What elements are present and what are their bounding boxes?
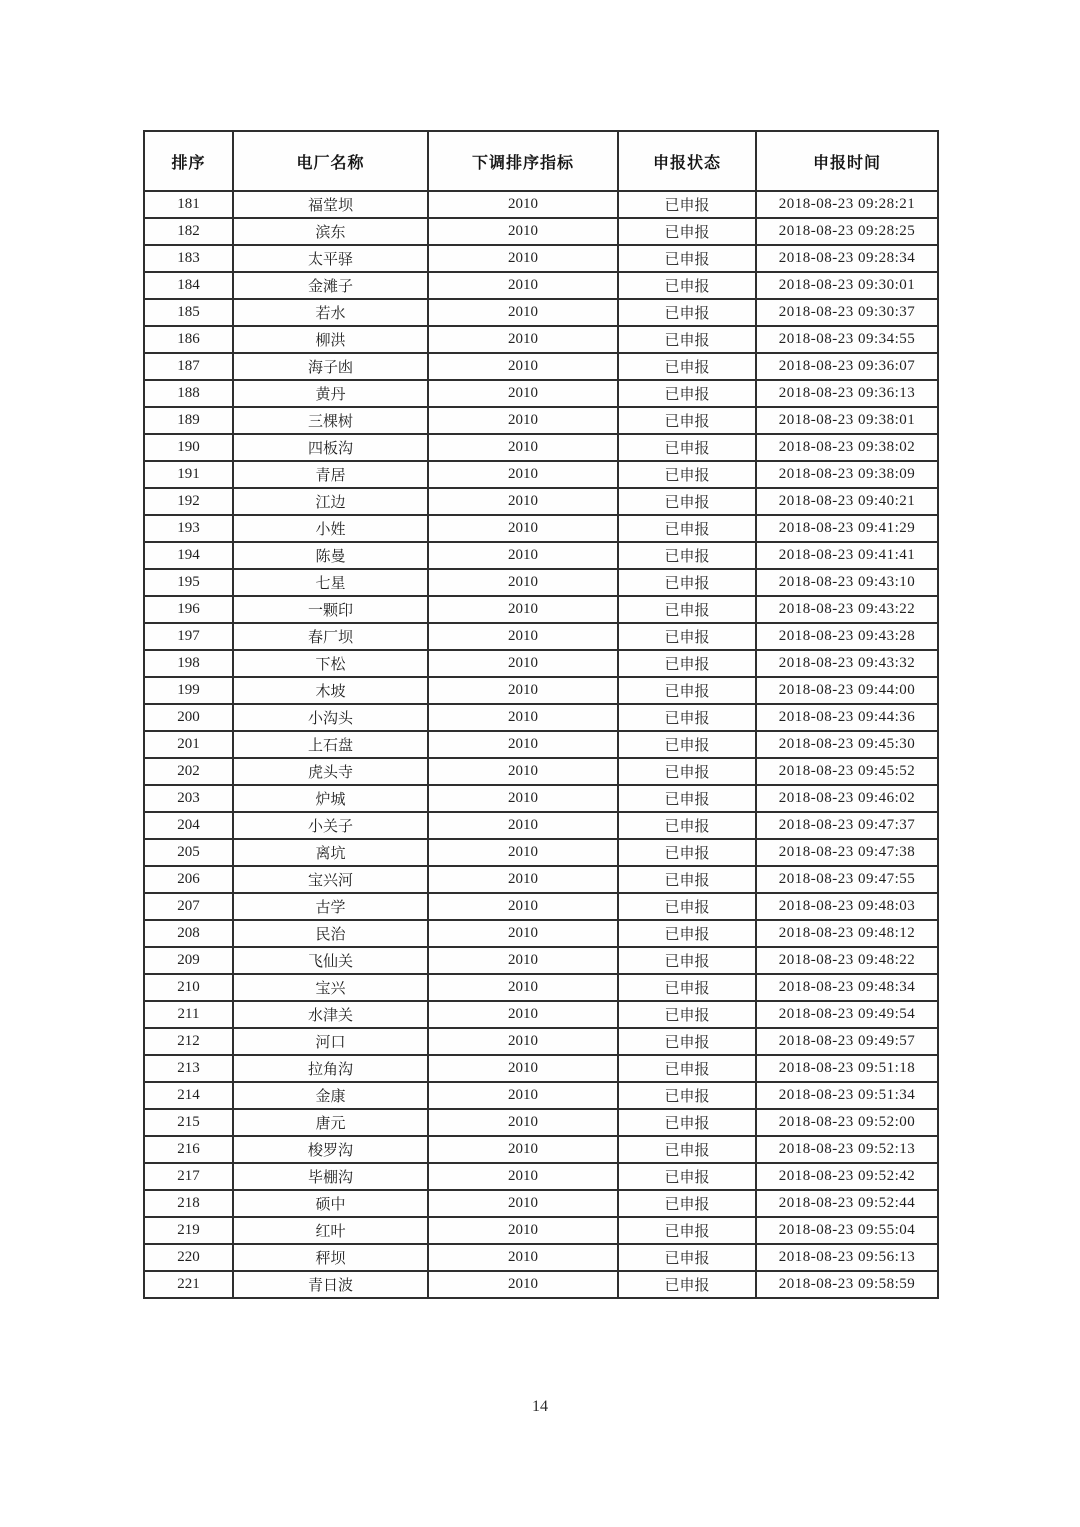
cell-plant-name: 下松 [233, 650, 428, 677]
cell-declare-time: 2018-08-23 09:58:59 [756, 1271, 938, 1298]
cell-down-rank-indicator: 2010 [428, 1136, 618, 1163]
cell-rank: 210 [144, 974, 233, 1001]
cell-plant-name: 宝兴 [233, 974, 428, 1001]
cell-plant-name: 青居 [233, 461, 428, 488]
cell-down-rank-indicator: 2010 [428, 1271, 618, 1298]
cell-rank: 216 [144, 1136, 233, 1163]
table-row [144, 1001, 938, 1028]
table-row [144, 731, 938, 758]
cell-plant-name: 太平驿 [233, 245, 428, 272]
cell-plant-name: 三棵树 [233, 407, 428, 434]
cell-declare-time: 2018-08-23 09:49:57 [756, 1028, 938, 1055]
cell-declare-status: 已申报 [618, 974, 756, 1001]
cell-declare-status: 已申报 [618, 407, 756, 434]
cell-rank: 191 [144, 461, 233, 488]
cell-down-rank-indicator: 2010 [428, 542, 618, 569]
cell-plant-name: 若水 [233, 299, 428, 326]
cell-declare-time: 2018-08-23 09:43:32 [756, 650, 938, 677]
cell-declare-time: 2018-08-23 09:46:02 [756, 785, 938, 812]
table-row [144, 407, 938, 434]
table-row [144, 650, 938, 677]
cell-plant-name: 青日波 [233, 1271, 428, 1298]
table-row [144, 677, 938, 704]
cell-declare-time: 2018-08-23 09:45:30 [756, 731, 938, 758]
cell-rank: 192 [144, 488, 233, 515]
cell-declare-time: 2018-08-23 09:43:22 [756, 596, 938, 623]
cell-rank: 220 [144, 1244, 233, 1271]
cell-plant-name: 小沟头 [233, 704, 428, 731]
table-row [144, 947, 938, 974]
table-row [144, 1028, 938, 1055]
cell-down-rank-indicator: 2010 [428, 1055, 618, 1082]
cell-declare-time: 2018-08-23 09:28:21 [756, 191, 938, 218]
cell-declare-time: 2018-08-23 09:45:52 [756, 758, 938, 785]
table-row [144, 326, 938, 353]
cell-declare-status: 已申报 [618, 299, 756, 326]
cell-down-rank-indicator: 2010 [428, 488, 618, 515]
cell-plant-name: 水津关 [233, 1001, 428, 1028]
cell-down-rank-indicator: 2010 [428, 1217, 618, 1244]
table-row [144, 704, 938, 731]
cell-declare-status: 已申报 [618, 812, 756, 839]
cell-plant-name: 离坑 [233, 839, 428, 866]
cell-declare-time: 2018-08-23 09:36:13 [756, 380, 938, 407]
cell-down-rank-indicator: 2010 [428, 218, 618, 245]
column-header-down-rank-indicator: 下调排序指标 [428, 131, 618, 191]
cell-plant-name: 柳洪 [233, 326, 428, 353]
cell-plant-name: 硕中 [233, 1190, 428, 1217]
cell-declare-time: 2018-08-23 09:48:22 [756, 947, 938, 974]
cell-down-rank-indicator: 2010 [428, 866, 618, 893]
cell-plant-name: 炉城 [233, 785, 428, 812]
cell-rank: 184 [144, 272, 233, 299]
cell-declare-status: 已申报 [618, 488, 756, 515]
page-number: 14 [532, 1398, 548, 1415]
cell-plant-name: 飞仙关 [233, 947, 428, 974]
cell-declare-status: 已申报 [618, 542, 756, 569]
cell-plant-name: 四板沟 [233, 434, 428, 461]
table-row [144, 299, 938, 326]
cell-declare-time: 2018-08-23 09:47:38 [756, 839, 938, 866]
cell-rank: 205 [144, 839, 233, 866]
cell-declare-time: 2018-08-23 09:28:34 [756, 245, 938, 272]
cell-plant-name: 小关子 [233, 812, 428, 839]
cell-declare-status: 已申报 [618, 1136, 756, 1163]
table-row [144, 893, 938, 920]
table-row [144, 272, 938, 299]
table-body [144, 191, 938, 1298]
column-header-declare-time: 申报时间 [756, 131, 938, 191]
cell-declare-status: 已申报 [618, 218, 756, 245]
cell-plant-name: 江边 [233, 488, 428, 515]
table-row [144, 434, 938, 461]
cell-plant-name: 古学 [233, 893, 428, 920]
cell-down-rank-indicator: 2010 [428, 731, 618, 758]
cell-declare-time: 2018-08-23 09:36:07 [756, 353, 938, 380]
cell-plant-name: 唐元 [233, 1109, 428, 1136]
cell-down-rank-indicator: 2010 [428, 596, 618, 623]
table-row [144, 1163, 938, 1190]
table-row [144, 569, 938, 596]
table-row [144, 542, 938, 569]
cell-down-rank-indicator: 2010 [428, 920, 618, 947]
report-table [143, 130, 939, 1299]
column-header-declare-status: 申报状态 [618, 131, 756, 191]
cell-declare-time: 2018-08-23 09:43:28 [756, 623, 938, 650]
cell-down-rank-indicator: 2010 [428, 380, 618, 407]
cell-plant-name: 红叶 [233, 1217, 428, 1244]
cell-declare-status: 已申报 [618, 596, 756, 623]
cell-declare-status: 已申报 [618, 326, 756, 353]
cell-down-rank-indicator: 2010 [428, 974, 618, 1001]
table-row [144, 461, 938, 488]
cell-rank: 212 [144, 1028, 233, 1055]
cell-declare-status: 已申报 [618, 947, 756, 974]
cell-down-rank-indicator: 2010 [428, 191, 618, 218]
table-row [144, 1109, 938, 1136]
table-row [144, 866, 938, 893]
cell-rank: 207 [144, 893, 233, 920]
cell-rank: 193 [144, 515, 233, 542]
cell-rank: 217 [144, 1163, 233, 1190]
cell-down-rank-indicator: 2010 [428, 434, 618, 461]
cell-declare-status: 已申报 [618, 1271, 756, 1298]
cell-rank: 203 [144, 785, 233, 812]
cell-plant-name: 宝兴河 [233, 866, 428, 893]
cell-declare-time: 2018-08-23 09:44:00 [756, 677, 938, 704]
cell-plant-name: 虎头寺 [233, 758, 428, 785]
cell-declare-time: 2018-08-23 09:44:36 [756, 704, 938, 731]
cell-down-rank-indicator: 2010 [428, 1244, 618, 1271]
cell-declare-status: 已申报 [618, 866, 756, 893]
column-header-plant-name: 电厂名称 [233, 131, 428, 191]
table-row [144, 131, 938, 191]
table-row [144, 1190, 938, 1217]
table-row [144, 839, 938, 866]
cell-down-rank-indicator: 2010 [428, 650, 618, 677]
cell-declare-time: 2018-08-23 09:56:13 [756, 1244, 938, 1271]
cell-rank: 218 [144, 1190, 233, 1217]
cell-declare-status: 已申报 [618, 191, 756, 218]
cell-plant-name: 小姓 [233, 515, 428, 542]
table-row [144, 380, 938, 407]
cell-declare-status: 已申报 [618, 1217, 756, 1244]
table-row [144, 488, 938, 515]
cell-rank: 215 [144, 1109, 233, 1136]
cell-declare-time: 2018-08-23 09:52:13 [756, 1136, 938, 1163]
cell-rank: 208 [144, 920, 233, 947]
cell-plant-name: 滨东 [233, 218, 428, 245]
cell-rank: 206 [144, 866, 233, 893]
cell-declare-status: 已申报 [618, 893, 756, 920]
table-row [144, 1217, 938, 1244]
table-row [144, 785, 938, 812]
cell-down-rank-indicator: 2010 [428, 1190, 618, 1217]
cell-declare-status: 已申报 [618, 677, 756, 704]
cell-plant-name: 七星 [233, 569, 428, 596]
cell-down-rank-indicator: 2010 [428, 515, 618, 542]
cell-rank: 181 [144, 191, 233, 218]
cell-rank: 201 [144, 731, 233, 758]
cell-plant-name: 一颗印 [233, 596, 428, 623]
cell-declare-time: 2018-08-23 09:47:37 [756, 812, 938, 839]
cell-down-rank-indicator: 2010 [428, 947, 618, 974]
cell-plant-name: 福堂坝 [233, 191, 428, 218]
table-row [144, 596, 938, 623]
cell-down-rank-indicator: 2010 [428, 785, 618, 812]
cell-declare-status: 已申报 [618, 1109, 756, 1136]
cell-plant-name: 民治 [233, 920, 428, 947]
cell-declare-time: 2018-08-23 09:51:34 [756, 1082, 938, 1109]
cell-down-rank-indicator: 2010 [428, 812, 618, 839]
cell-declare-status: 已申报 [618, 1190, 756, 1217]
table-row [144, 920, 938, 947]
table-row [144, 758, 938, 785]
cell-declare-time: 2018-08-23 09:30:01 [756, 272, 938, 299]
table-row [144, 1136, 938, 1163]
cell-rank: 188 [144, 380, 233, 407]
table-row [144, 974, 938, 1001]
cell-down-rank-indicator: 2010 [428, 245, 618, 272]
cell-down-rank-indicator: 2010 [428, 569, 618, 596]
cell-down-rank-indicator: 2010 [428, 893, 618, 920]
table-header-row [144, 131, 938, 191]
cell-declare-status: 已申报 [618, 704, 756, 731]
cell-declare-time: 2018-08-23 09:40:21 [756, 488, 938, 515]
cell-rank: 211 [144, 1001, 233, 1028]
cell-plant-name: 黄丹 [233, 380, 428, 407]
cell-rank: 187 [144, 353, 233, 380]
cell-down-rank-indicator: 2010 [428, 1028, 618, 1055]
cell-declare-status: 已申报 [618, 1082, 756, 1109]
cell-declare-time: 2018-08-23 09:52:44 [756, 1190, 938, 1217]
cell-plant-name: 秤坝 [233, 1244, 428, 1271]
cell-declare-status: 已申报 [618, 920, 756, 947]
cell-declare-time: 2018-08-23 09:38:01 [756, 407, 938, 434]
cell-declare-time: 2018-08-23 09:43:10 [756, 569, 938, 596]
cell-down-rank-indicator: 2010 [428, 299, 618, 326]
cell-declare-time: 2018-08-23 09:28:25 [756, 218, 938, 245]
cell-rank: 189 [144, 407, 233, 434]
table-row [144, 1244, 938, 1271]
cell-down-rank-indicator: 2010 [428, 623, 618, 650]
cell-down-rank-indicator: 2010 [428, 839, 618, 866]
cell-declare-time: 2018-08-23 09:55:04 [756, 1217, 938, 1244]
cell-rank: 209 [144, 947, 233, 974]
cell-declare-status: 已申报 [618, 731, 756, 758]
cell-down-rank-indicator: 2010 [428, 461, 618, 488]
cell-declare-time: 2018-08-23 09:51:18 [756, 1055, 938, 1082]
cell-rank: 186 [144, 326, 233, 353]
table-row [144, 218, 938, 245]
cell-rank: 197 [144, 623, 233, 650]
cell-rank: 182 [144, 218, 233, 245]
cell-declare-time: 2018-08-23 09:47:55 [756, 866, 938, 893]
table-row [144, 1055, 938, 1082]
cell-plant-name: 木坡 [233, 677, 428, 704]
table-row [144, 245, 938, 272]
cell-declare-status: 已申报 [618, 569, 756, 596]
cell-declare-time: 2018-08-23 09:41:29 [756, 515, 938, 542]
cell-declare-status: 已申报 [618, 650, 756, 677]
cell-declare-status: 已申报 [618, 1055, 756, 1082]
table-row [144, 191, 938, 218]
cell-rank: 190 [144, 434, 233, 461]
table-row [144, 515, 938, 542]
cell-declare-time: 2018-08-23 09:30:37 [756, 299, 938, 326]
cell-down-rank-indicator: 2010 [428, 1163, 618, 1190]
cell-rank: 183 [144, 245, 233, 272]
cell-rank: 204 [144, 812, 233, 839]
cell-declare-status: 已申报 [618, 1244, 756, 1271]
cell-down-rank-indicator: 2010 [428, 272, 618, 299]
cell-declare-status: 已申报 [618, 272, 756, 299]
cell-down-rank-indicator: 2010 [428, 1109, 618, 1136]
cell-declare-status: 已申报 [618, 1028, 756, 1055]
cell-rank: 202 [144, 758, 233, 785]
cell-down-rank-indicator: 2010 [428, 1001, 618, 1028]
cell-declare-status: 已申报 [618, 1163, 756, 1190]
cell-rank: 200 [144, 704, 233, 731]
cell-rank: 198 [144, 650, 233, 677]
cell-plant-name: 陈曼 [233, 542, 428, 569]
cell-plant-name: 毕棚沟 [233, 1163, 428, 1190]
cell-plant-name: 河口 [233, 1028, 428, 1055]
cell-declare-status: 已申报 [618, 785, 756, 812]
cell-rank: 221 [144, 1271, 233, 1298]
column-header-rank: 排序 [144, 131, 233, 191]
cell-plant-name: 海子凼 [233, 353, 428, 380]
cell-plant-name: 春厂坝 [233, 623, 428, 650]
cell-declare-status: 已申报 [618, 461, 756, 488]
cell-declare-status: 已申报 [618, 353, 756, 380]
cell-down-rank-indicator: 2010 [428, 353, 618, 380]
cell-declare-status: 已申报 [618, 515, 756, 542]
cell-rank: 185 [144, 299, 233, 326]
cell-declare-time: 2018-08-23 09:48:34 [756, 974, 938, 1001]
cell-declare-time: 2018-08-23 09:38:02 [756, 434, 938, 461]
cell-declare-time: 2018-08-23 09:49:54 [756, 1001, 938, 1028]
cell-declare-time: 2018-08-23 09:52:42 [756, 1163, 938, 1190]
cell-plant-name: 金康 [233, 1082, 428, 1109]
table-row [144, 1082, 938, 1109]
cell-declare-status: 已申报 [618, 434, 756, 461]
cell-rank: 214 [144, 1082, 233, 1109]
cell-declare-status: 已申报 [618, 839, 756, 866]
cell-down-rank-indicator: 2010 [428, 704, 618, 731]
cell-declare-status: 已申报 [618, 1001, 756, 1028]
cell-declare-time: 2018-08-23 09:52:00 [756, 1109, 938, 1136]
cell-rank: 195 [144, 569, 233, 596]
cell-down-rank-indicator: 2010 [428, 758, 618, 785]
cell-plant-name: 梭罗沟 [233, 1136, 428, 1163]
cell-plant-name: 上石盘 [233, 731, 428, 758]
table-row [144, 812, 938, 839]
cell-declare-time: 2018-08-23 09:34:55 [756, 326, 938, 353]
cell-rank: 219 [144, 1217, 233, 1244]
cell-declare-status: 已申报 [618, 623, 756, 650]
cell-down-rank-indicator: 2010 [428, 677, 618, 704]
cell-declare-status: 已申报 [618, 758, 756, 785]
cell-rank: 213 [144, 1055, 233, 1082]
cell-declare-time: 2018-08-23 09:48:03 [756, 893, 938, 920]
cell-plant-name: 金滩子 [233, 272, 428, 299]
cell-rank: 194 [144, 542, 233, 569]
cell-declare-time: 2018-08-23 09:38:09 [756, 461, 938, 488]
table-row [144, 1271, 938, 1298]
cell-rank: 196 [144, 596, 233, 623]
table-row [144, 353, 938, 380]
cell-rank: 199 [144, 677, 233, 704]
cell-declare-status: 已申报 [618, 245, 756, 272]
cell-declare-status: 已申报 [618, 380, 756, 407]
table-row [144, 623, 938, 650]
cell-declare-time: 2018-08-23 09:48:12 [756, 920, 938, 947]
cell-down-rank-indicator: 2010 [428, 1082, 618, 1109]
cell-down-rank-indicator: 2010 [428, 407, 618, 434]
cell-down-rank-indicator: 2010 [428, 326, 618, 353]
cell-declare-time: 2018-08-23 09:41:41 [756, 542, 938, 569]
cell-plant-name: 拉角沟 [233, 1055, 428, 1082]
